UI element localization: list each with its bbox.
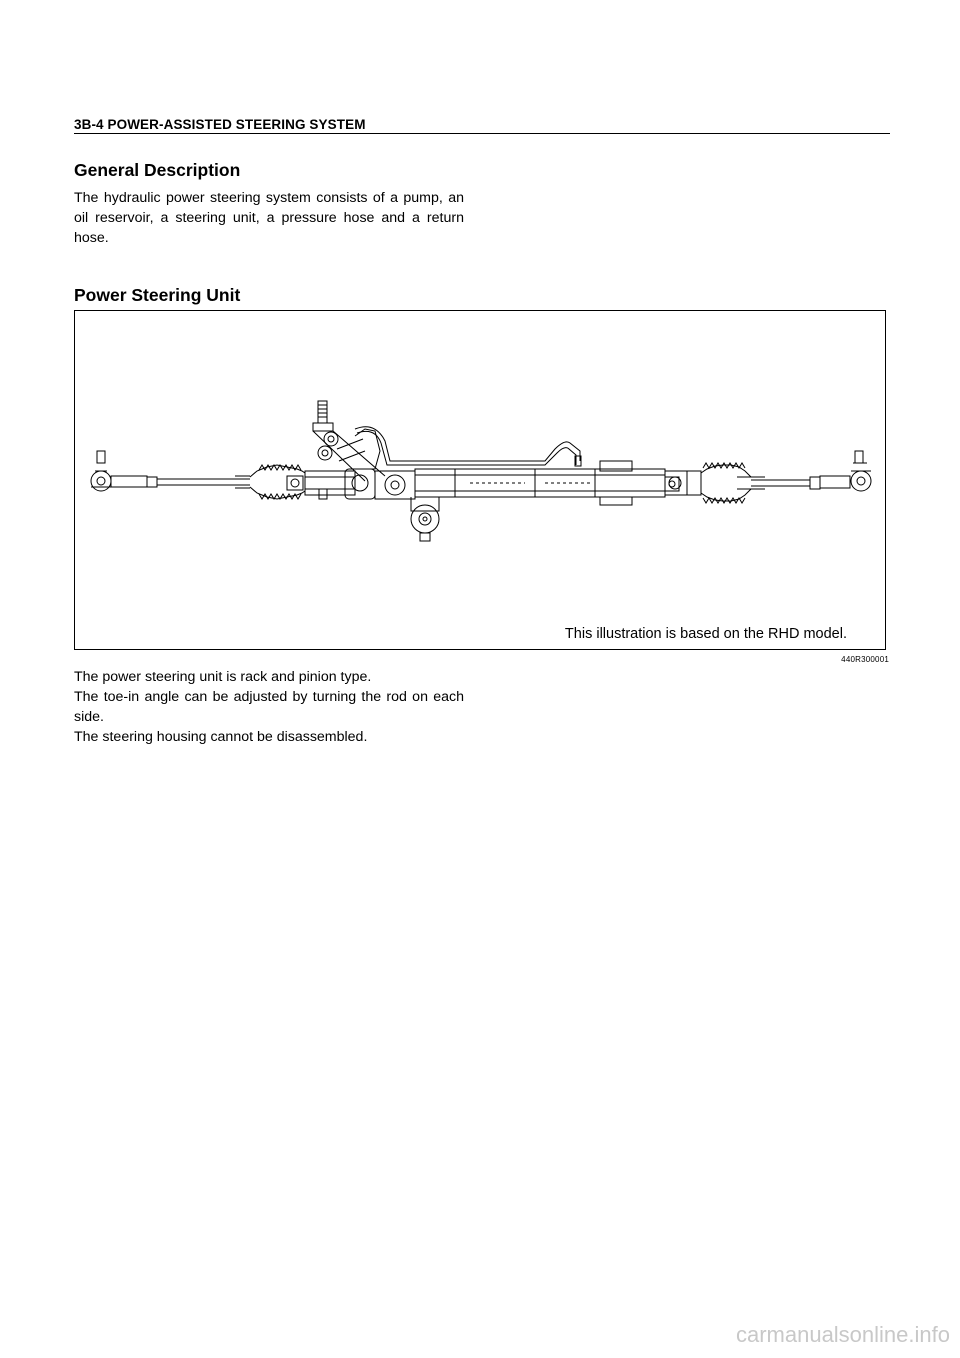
general-description-text: The hydraulic power steering system consists of a pump, an oil reservoir, a steering unit, a pressure hose and a return hose. xyxy=(74,190,464,246)
left-boot xyxy=(250,465,305,499)
page-header: 3B-4 POWER-ASSISTED STEERING SYSTEM xyxy=(74,117,366,132)
steering-unit-figure xyxy=(74,310,886,650)
unit-line-toe-in: The toe-in angle can be adjusted by turning the rod on each side. xyxy=(74,689,464,725)
valve-pinion-assembly xyxy=(313,401,415,499)
general-description-heading: General Description xyxy=(74,160,241,180)
right-tie-rod xyxy=(751,480,810,486)
power-cylinder xyxy=(415,461,665,505)
unit-line-rack-pinion: The power steering unit is rack and pinion type. xyxy=(74,669,372,685)
power-steering-unit-heading: Power Steering Unit xyxy=(74,285,241,305)
power-steering-unit-text xyxy=(74,667,464,747)
mounting-bracket xyxy=(411,497,439,541)
left-housing xyxy=(305,469,375,499)
figure-caption: This illustration is based on the RHD model. xyxy=(564,626,847,642)
hydraulic-pipes xyxy=(355,427,581,466)
watermark: carmanualsonline.info xyxy=(735,1322,950,1347)
left-tie-rod xyxy=(157,479,250,485)
left-tie-rod-end xyxy=(91,451,157,491)
right-tie-rod-end xyxy=(810,451,871,491)
unit-line-housing: The steering housing cannot be disassembled. xyxy=(74,729,368,745)
steering-rack-illustration xyxy=(75,311,886,650)
figure-id: 440R300001 xyxy=(841,655,889,664)
right-boot xyxy=(665,463,751,503)
header-rule xyxy=(74,133,890,134)
